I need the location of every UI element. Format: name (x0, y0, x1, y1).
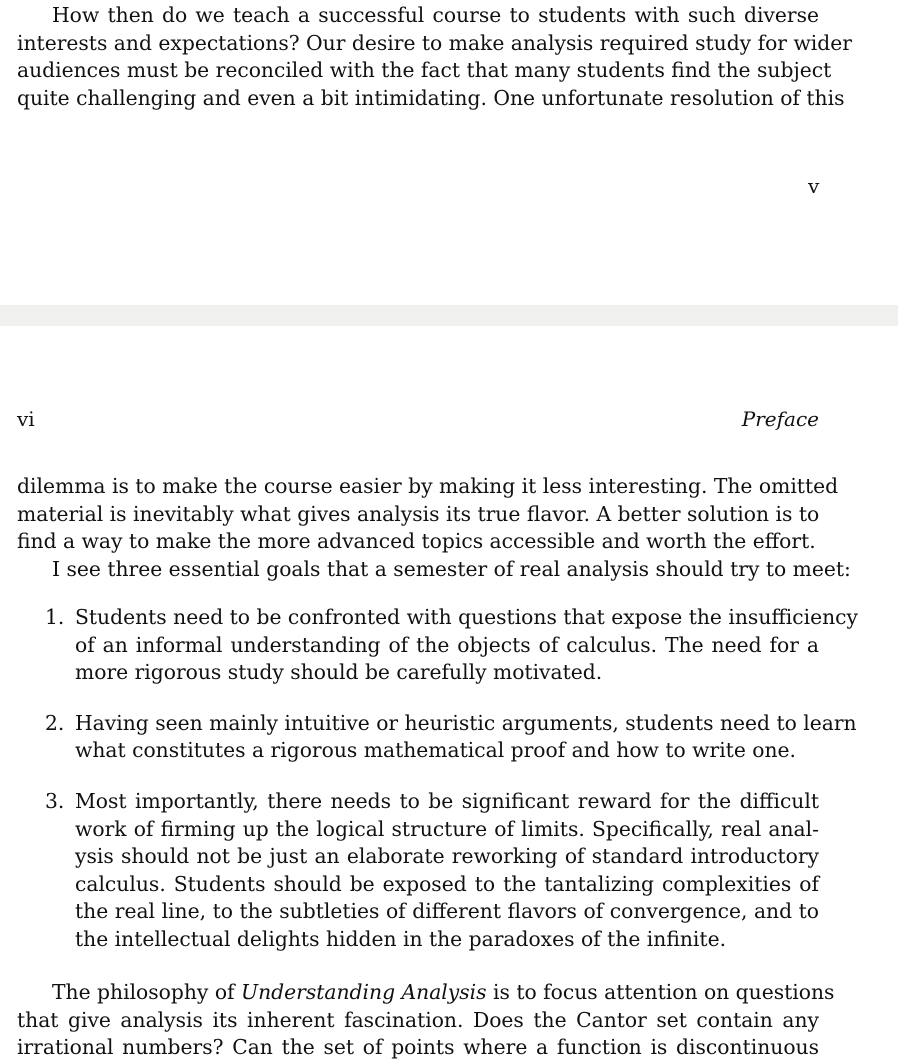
paragraph-dilemma (17, 473, 851, 583)
text-line: work of firming up the logical structure of limits. Specifically, real anal- (75, 816, 819, 841)
goals-list (17, 604, 858, 977)
list-item (17, 604, 858, 687)
paragraph-philosophy (17, 979, 835, 1062)
text-line: How then do we teach a successful course to students with such diverse (52, 3, 819, 27)
text-line: the real line, to the subtleties of different flavors of convergence, and to (75, 899, 819, 924)
text-line: ysis should not be just an elaborate reworking of standard introductory (75, 844, 819, 869)
page-vi (0, 326, 898, 1063)
text-line: dilemma is to make the course easier by making it less interesting. The omitted (17, 474, 839, 498)
text-line: Most importantly, there needs to be significant reward for the difficult (75, 788, 819, 813)
list-number: 3. (45, 788, 65, 813)
text-line: quite challenging and even a bit intimidating. One unfortunate resolution of this (17, 85, 845, 110)
running-header-title: Preface (741, 407, 819, 431)
text-line: calculus. Students should be exposed to the tantalizing complexities of (75, 871, 819, 896)
list-item (17, 710, 857, 765)
list-number: 2. (45, 710, 65, 735)
text-line: more rigorous study should be carefully motivated. (75, 660, 603, 685)
text-line: Having seen mainly intuitive or heuristic arguments, students need to learn (75, 710, 857, 735)
text-line (17, 979, 835, 1007)
text-line: I see three essential goals that a semester of real analysis should try to meet: (52, 556, 851, 581)
text-line: the intellectual delights hidden in the paradoxes of the infinite. (75, 926, 727, 951)
text-run: is to focus attention on questions (486, 980, 835, 1004)
book-title: Understanding Analysis (241, 980, 487, 1004)
list-item (17, 788, 819, 954)
text-line: Students need to be confronted with questions that expose the insufficiency (75, 605, 858, 629)
text-line: what constitutes a rigorous mathematical proof and how to write one. (75, 738, 797, 763)
text-line: irrational numbers? Can the set of points where a function is discontinuous (17, 1035, 819, 1060)
page-number: v (808, 174, 820, 198)
text-line: interests and expectations? Our desire to make analysis required study for wider (17, 30, 852, 55)
text-line: material is inevitably what gives analysis its true flavor. A better solution is to (17, 501, 820, 526)
page-v (0, 0, 898, 305)
text-line: of an informal understanding of the objects of calculus. The need for a (75, 632, 819, 657)
text-run: The philosophy of (52, 980, 241, 1004)
text-line: audiences must be reconciled with the fact that many students find the subject (17, 58, 832, 83)
list-number: 1. (45, 605, 65, 629)
text-line: find a way to make the more advanced topics accessible and worth the effort. (17, 529, 816, 554)
paragraph-teaching-course (17, 2, 852, 112)
text-line: that give analysis its inherent fascination. Does the Cantor set contain any (17, 1007, 819, 1032)
page-separator (0, 305, 898, 326)
page-number: vi (17, 407, 35, 431)
